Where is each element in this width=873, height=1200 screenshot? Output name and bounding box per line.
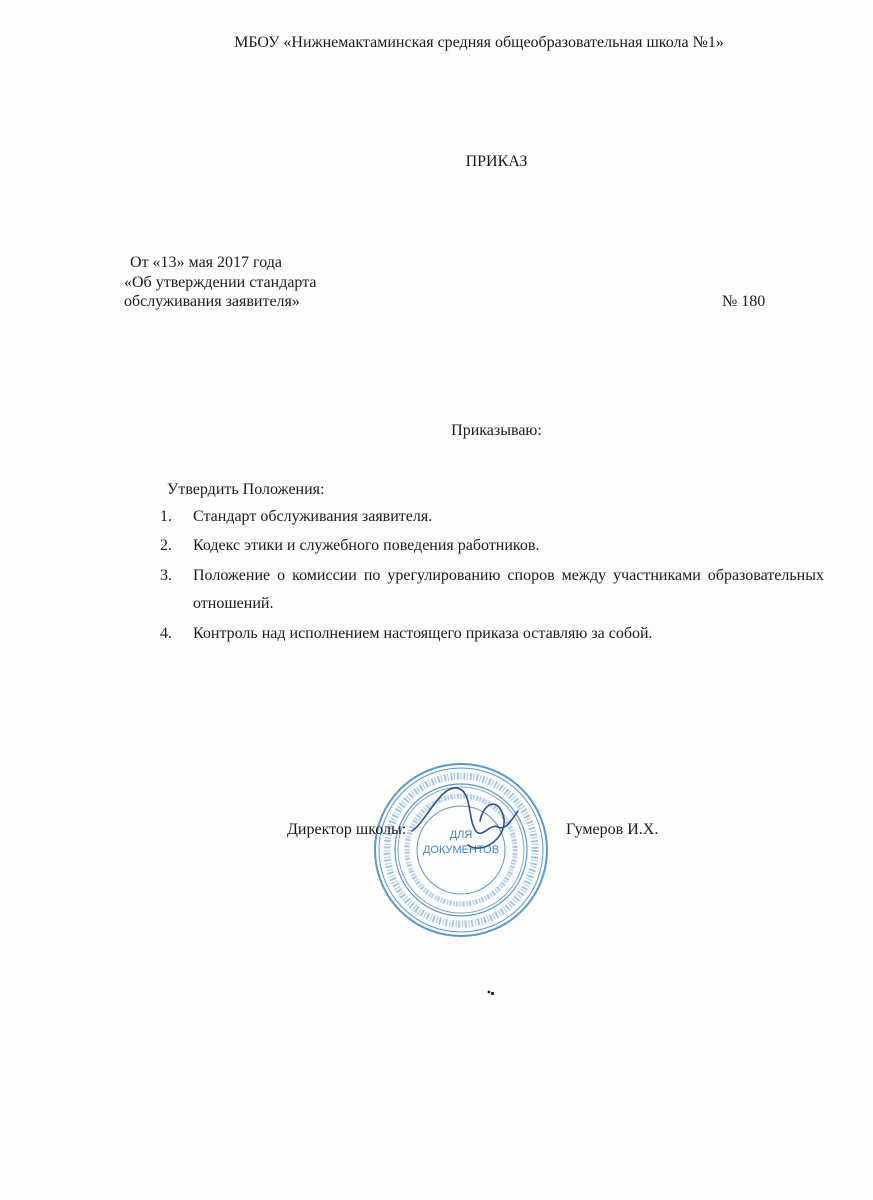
official-seal <box>372 761 550 939</box>
list-item-number: 1. <box>160 508 172 525</box>
document-date: От «13» мая 2017 года <box>130 254 282 271</box>
list-item-text: Положение о комиссии по урегулированию споров между участниками образовательных отношений. <box>193 567 824 612</box>
list-item-text: Кодекс этики и служебного поведения работников. <box>193 537 540 554</box>
document-title: ПРИКАЗ <box>465 153 528 170</box>
seal-center-text-2: ДОКУМЕНТОВ <box>422 844 500 856</box>
signature-name: Гумеров И.Х. <box>566 821 659 838</box>
document-subject-line-1: «Об утверждении стандарта <box>124 274 317 291</box>
list-item-text: Контроль над исполнением настоящего приказа оставляю за собой. <box>193 625 653 642</box>
list-item-text: Стандарт обслуживания заявителя. <box>193 508 433 525</box>
organization-header: МБОУ «Нижнемактаминская средняя общеобразовательная школа №1» <box>234 34 724 51</box>
ink-speck <box>487 990 495 996</box>
list-item-number: 3. <box>160 567 172 584</box>
list-item-number: 2. <box>160 537 172 554</box>
list-item <box>160 503 824 531</box>
document-number: № 180 <box>722 293 766 310</box>
list-item <box>160 562 824 618</box>
list-item <box>160 620 824 648</box>
seal-center-text-1: ДЛЯ <box>449 829 473 841</box>
approve-intro: Утвердить Положения: <box>167 481 325 498</box>
order-word: Приказываю: <box>451 422 542 439</box>
signature-role: Директор школы: <box>287 821 407 838</box>
document-subject-line-2: обслуживания заявителя» <box>124 293 300 310</box>
list-item-number: 4. <box>160 625 172 642</box>
list-item <box>160 532 824 560</box>
